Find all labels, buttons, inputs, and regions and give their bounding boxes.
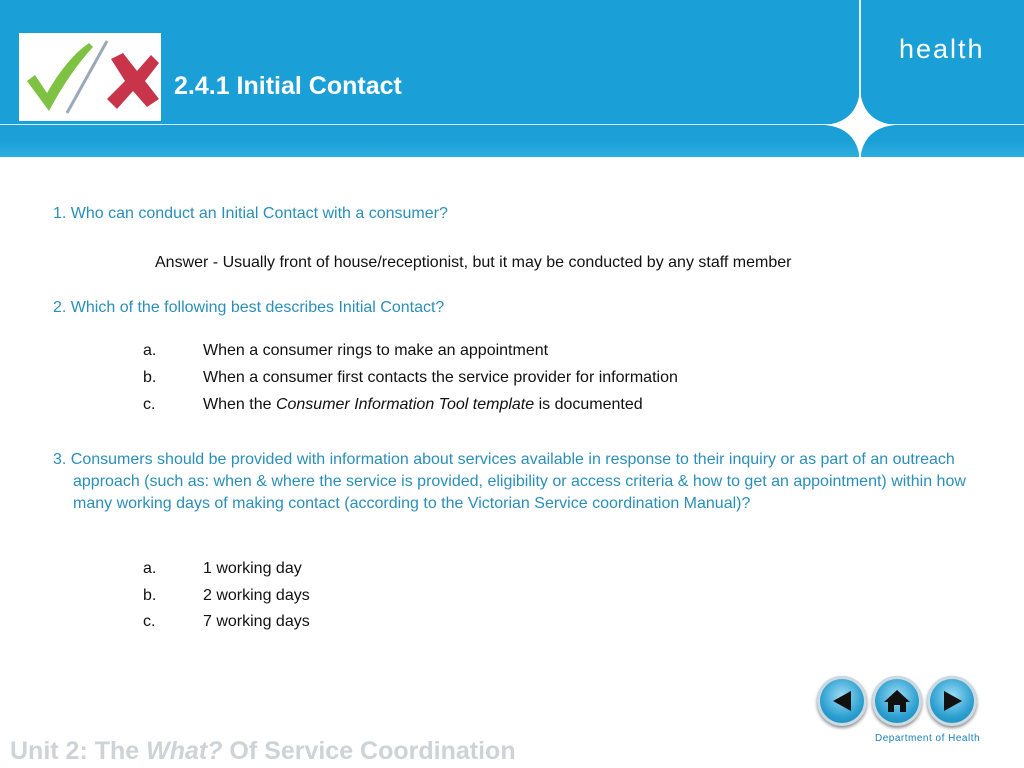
- option-letter: b.: [143, 369, 157, 386]
- logo-box: [19, 33, 161, 121]
- unit-title: [10, 737, 516, 766]
- option-2a: [143, 342, 548, 360]
- next-button[interactable]: [927, 676, 977, 726]
- option-text: When a consumer first contacts the service provider for information: [203, 369, 678, 386]
- question-2: 2. Which of the following best describes Initial Contact?: [53, 299, 445, 316]
- header-band: [0, 0, 1024, 157]
- option-letter: c.: [143, 396, 156, 413]
- sparkle-icon: [825, 90, 895, 157]
- option-3b: [143, 587, 310, 605]
- question-3: 3. Consumers should be provided with information about services available in response to their inquiry or as part of an outreach approach (such as: when & where the service is provided, eligibility or access criteria & how to get an appointment) within how many working days of making contact (according to the Victorian Service coordination Manual)?: [53, 451, 966, 512]
- answer-1: Answer - Usually front of house/receptionist, but it may be conducted by any staff member: [155, 254, 792, 271]
- option-letter: b.: [143, 587, 157, 604]
- option-3a: [143, 560, 302, 578]
- previous-arrow-icon: [817, 676, 867, 726]
- next-arrow-icon: [927, 676, 977, 726]
- option-text-prefix: When the: [203, 396, 276, 413]
- option-text: When a consumer rings to make an appointment: [203, 342, 549, 359]
- option-text: 2 working days: [203, 587, 310, 604]
- home-button[interactable]: [872, 676, 922, 726]
- previous-button[interactable]: [817, 676, 867, 726]
- option-letter: a.: [143, 342, 157, 359]
- check-and-cross-icon: [19, 33, 161, 121]
- option-2c: [143, 396, 643, 414]
- department-label: Department of Health: [875, 733, 981, 744]
- option-text-suffix: is documented: [534, 396, 643, 413]
- home-icon: [872, 676, 922, 726]
- option-3c: [143, 613, 310, 631]
- brand-label: health: [899, 34, 985, 64]
- option-text: 7 working days: [203, 613, 310, 630]
- page-title: 2.4.1 Initial Contact: [174, 72, 402, 100]
- option-text-emphasis: Consumer Information Tool template: [275, 396, 535, 413]
- option-2b: [143, 369, 678, 387]
- unit-title-prefix: Unit 2: The: [10, 737, 147, 765]
- option-text: 1 working day: [203, 560, 302, 577]
- option-letter: c.: [143, 613, 156, 630]
- question-1: 1. Who can conduct an Initial Contact with a consumer?: [53, 205, 448, 222]
- unit-title-suffix: Of Service Coordination: [222, 737, 516, 765]
- option-letter: a.: [143, 560, 157, 577]
- unit-title-emphasis: What?: [146, 737, 223, 765]
